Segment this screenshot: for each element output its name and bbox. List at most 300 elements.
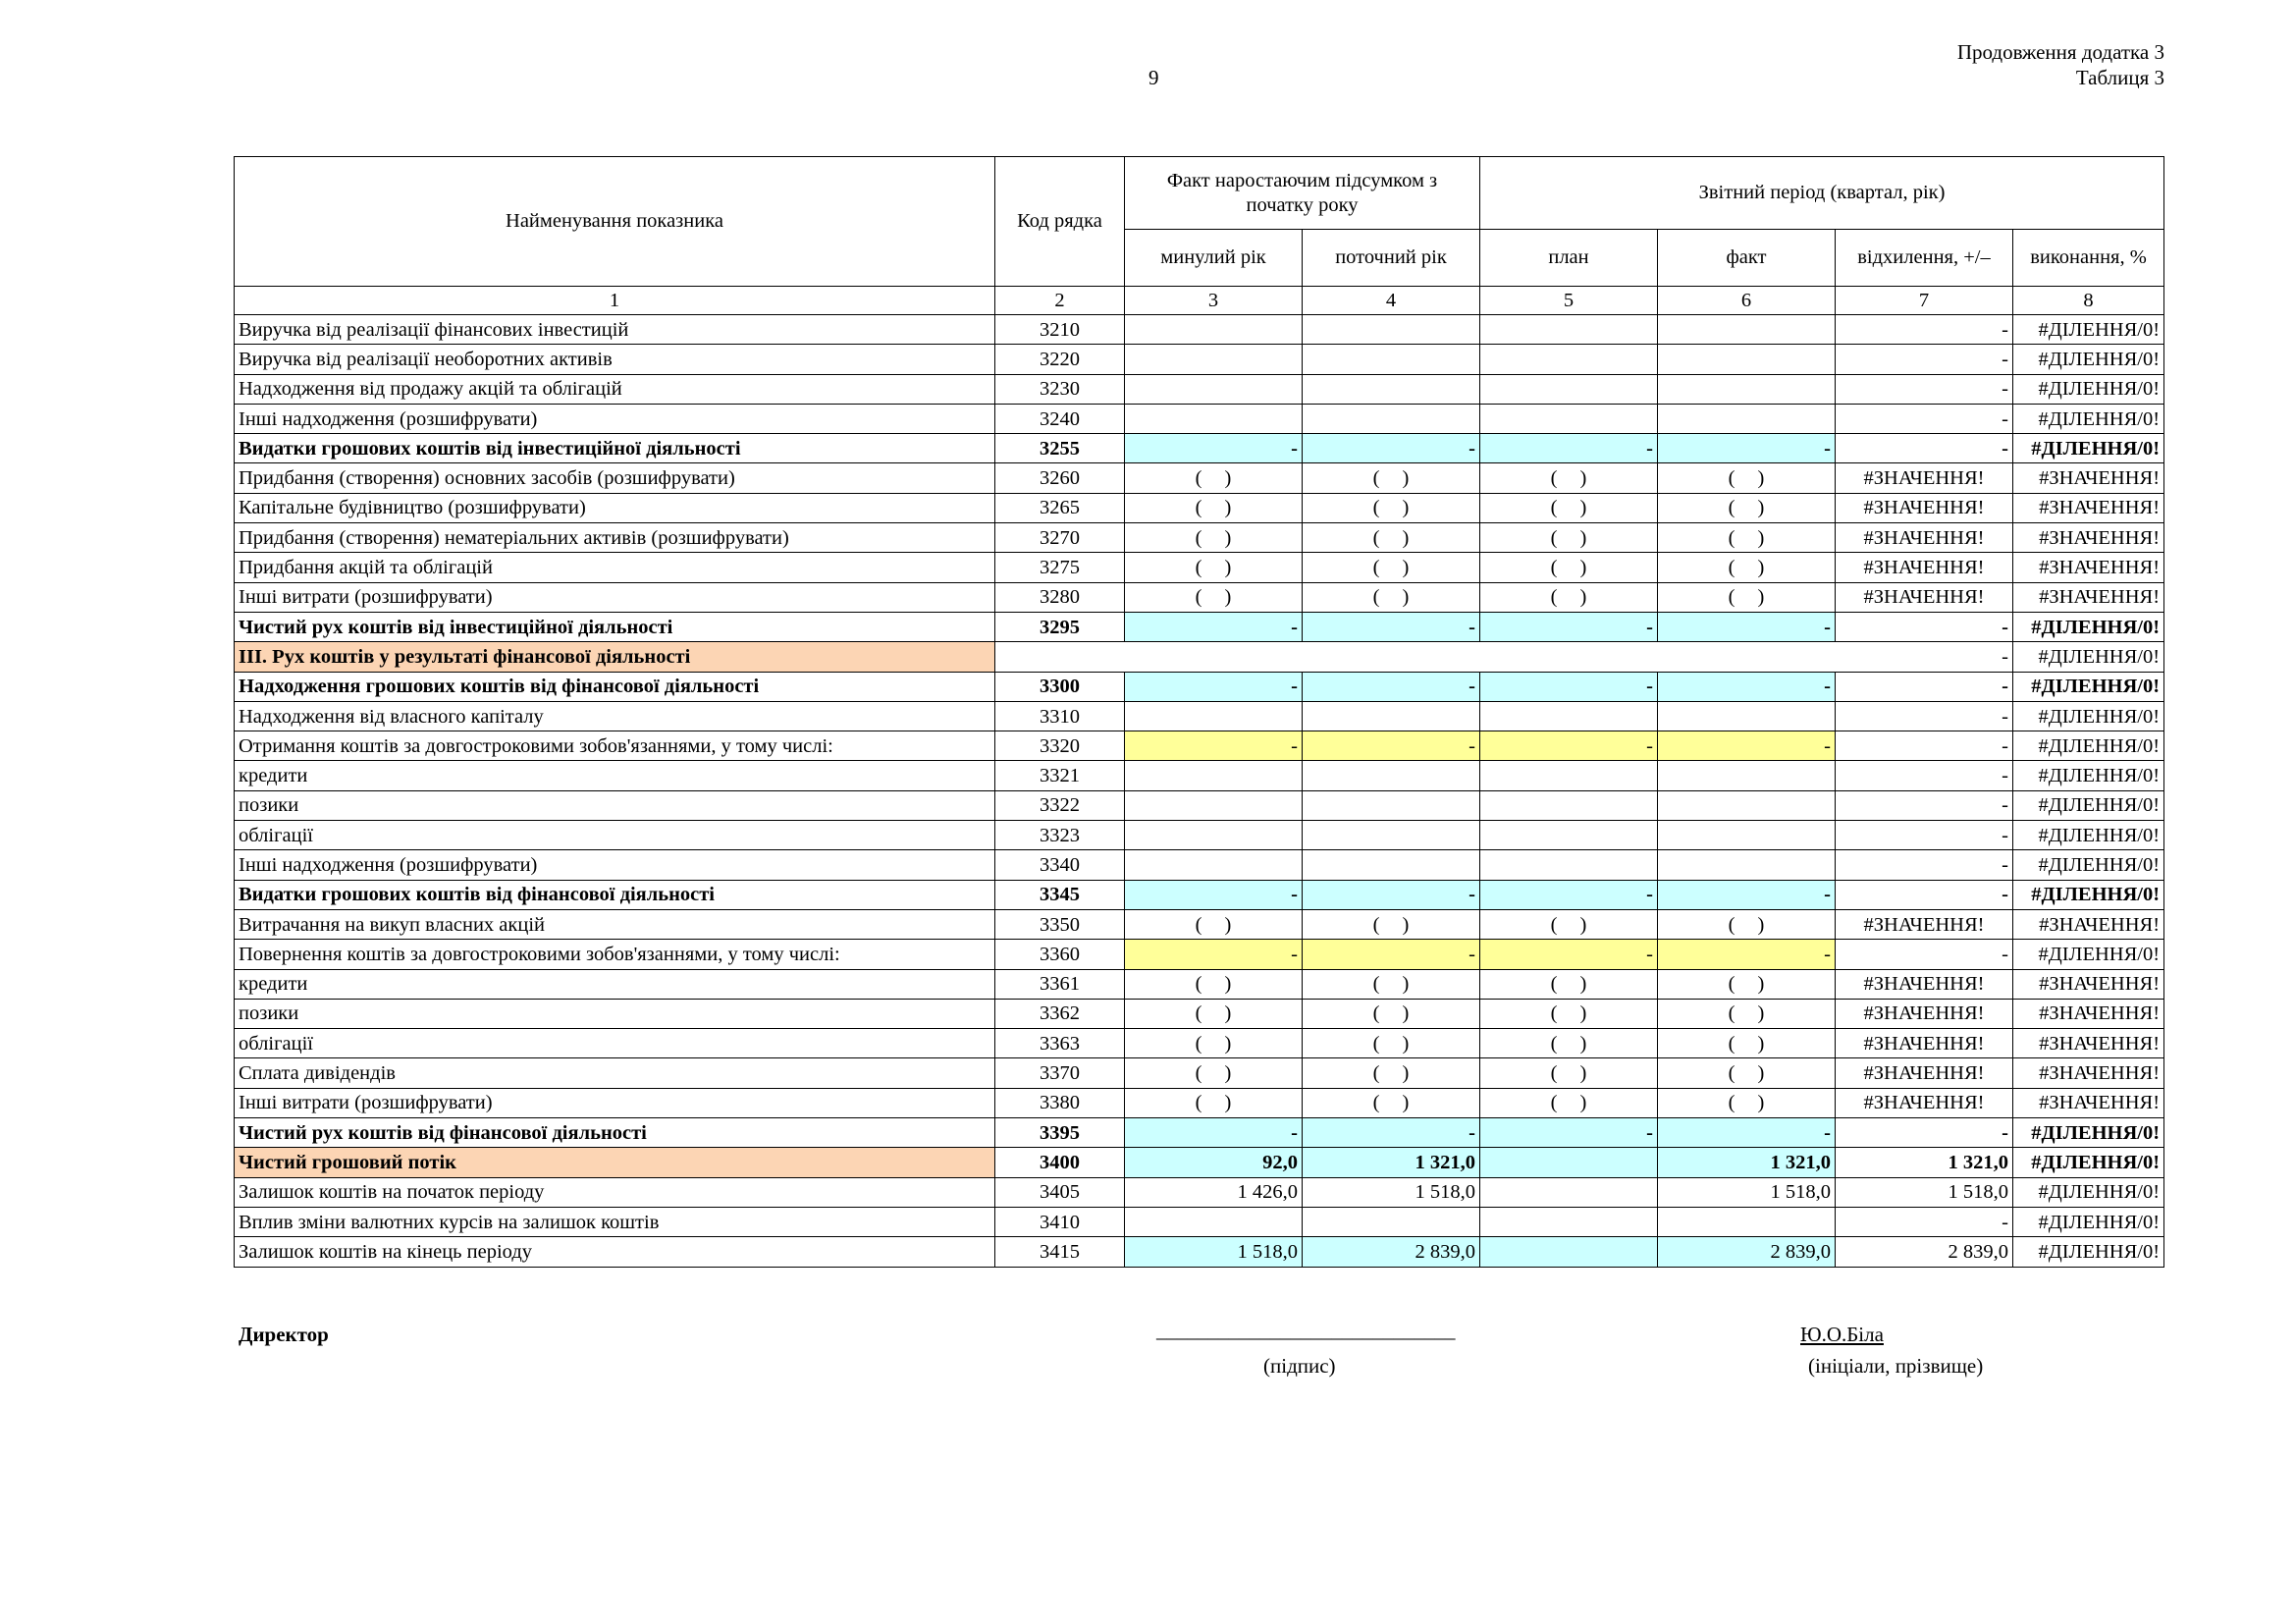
value-cell-c4: ( ) (1303, 969, 1480, 999)
table-row (235, 345, 2164, 374)
signer-name: Ю.О.Біла (1800, 1323, 1884, 1346)
row-name: кредити (235, 761, 995, 790)
deviation-cell: #ЗНАЧЕННЯ! (1836, 969, 2013, 999)
value-cell-c5: ( ) (1480, 1088, 1658, 1117)
execution-cell: #ЗНАЧЕННЯ! (2013, 969, 2164, 999)
value-cell-c5: ( ) (1480, 493, 1658, 522)
value-cell-c5: - (1480, 731, 1658, 761)
value-cell-c5 (1480, 821, 1658, 850)
execution-cell: #ДІЛЕННЯ/0! (2013, 345, 2164, 374)
execution-cell: #ДІЛЕННЯ/0! (2013, 940, 2164, 969)
deviation-cell: - (1836, 672, 2013, 701)
value-cell-c3 (1125, 642, 1303, 672)
table-row (235, 940, 2164, 969)
value-cell-c6: - (1658, 731, 1836, 761)
value-cell-c6: ( ) (1658, 463, 1836, 493)
value-cell-c5: ( ) (1480, 999, 1658, 1028)
value-cell-c3: ( ) (1125, 493, 1303, 522)
value-cell-c4 (1303, 1207, 1480, 1236)
row-name: Залишок коштів на кінець періоду (235, 1237, 995, 1267)
value-cell-c4: ( ) (1303, 493, 1480, 522)
value-cell-c4 (1303, 404, 1480, 433)
value-cell-c3: ( ) (1125, 1058, 1303, 1088)
execution-cell: #ДІЛЕННЯ/0! (2013, 761, 2164, 790)
row-code: 3380 (995, 1088, 1125, 1117)
execution-cell: #ДІЛЕННЯ/0! (2013, 821, 2164, 850)
deviation-cell: - (1836, 315, 2013, 345)
value-cell-c5: ( ) (1480, 523, 1658, 553)
value-cell-c6: ( ) (1658, 1058, 1836, 1088)
row-name: Придбання (створення) нематеріальних активів (розшифрувати) (235, 523, 995, 553)
value-cell-c5 (1480, 1207, 1658, 1236)
value-cell-c6: ( ) (1658, 523, 1836, 553)
column-numbers-row (235, 287, 2164, 315)
row-name: облігації (235, 1029, 995, 1058)
table-row (235, 701, 2164, 731)
row-name: Інші витрати (розшифрувати) (235, 582, 995, 612)
row-code: 3405 (995, 1177, 1125, 1207)
value-cell-c6 (1658, 1207, 1836, 1236)
value-cell-c5: ( ) (1480, 553, 1658, 582)
value-cell-c6: 1 518,0 (1658, 1177, 1836, 1207)
value-cell-c6: ( ) (1658, 493, 1836, 522)
row-name: Чистий рух коштів від інвестиційної діяльності (235, 612, 995, 641)
deviation-cell: - (1836, 880, 2013, 909)
row-code: 3270 (995, 523, 1125, 553)
value-cell-c6: ( ) (1658, 969, 1836, 999)
value-cell-c4: - (1303, 1118, 1480, 1148)
row-name: позики (235, 999, 995, 1028)
col-number: 6 (1658, 287, 1836, 315)
col-number: 2 (995, 287, 1125, 315)
appendix-label: Продовження додатка 3 (1956, 40, 2164, 64)
value-cell-c3: - (1125, 612, 1303, 641)
value-cell-c4 (1303, 821, 1480, 850)
value-cell-c5: ( ) (1480, 909, 1658, 939)
value-cell-c4 (1303, 315, 1480, 345)
value-cell-c3: - (1125, 1118, 1303, 1148)
row-code: 3345 (995, 880, 1125, 909)
value-cell-c3 (1125, 761, 1303, 790)
deviation-cell: 2 839,0 (1836, 1237, 2013, 1267)
deviation-cell: #ЗНАЧЕННЯ! (1836, 999, 2013, 1028)
table-row (235, 969, 2164, 999)
value-cell-c4: - (1303, 434, 1480, 463)
value-cell-c4: 1 518,0 (1303, 1177, 1480, 1207)
value-cell-c5 (1480, 850, 1658, 880)
deviation-cell: #ЗНАЧЕННЯ! (1836, 909, 2013, 939)
value-cell-c4: - (1303, 880, 1480, 909)
deviation-cell: #ЗНАЧЕННЯ! (1836, 1029, 2013, 1058)
row-code: 3295 (995, 612, 1125, 641)
row-code: 3350 (995, 909, 1125, 939)
value-cell-c3: ( ) (1125, 909, 1303, 939)
row-code: 3255 (995, 434, 1125, 463)
row-name: Отримання коштів за довгостроковими зобов'язаннями, у тому числі: (235, 731, 995, 761)
value-cell-c4: - (1303, 672, 1480, 701)
col-number: 3 (1125, 287, 1303, 315)
header-period-group: Звітний період (квартал, рік) (1480, 157, 2164, 230)
value-cell-c6: 1 321,0 (1658, 1148, 1836, 1177)
value-cell-c5: ( ) (1480, 969, 1658, 999)
value-cell-c6: ( ) (1658, 999, 1836, 1028)
value-cell-c5 (1480, 374, 1658, 404)
value-cell-c3 (1125, 821, 1303, 850)
value-cell-c6: ( ) (1658, 1088, 1836, 1117)
table-row (235, 582, 2164, 612)
value-cell-c6: - (1658, 1118, 1836, 1148)
row-name: Видатки грошових коштів від фінансової діяльності (235, 880, 995, 909)
row-name: Надходження грошових коштів від фінансової діяльності (235, 672, 995, 701)
execution-cell: #ДІЛЕННЯ/0! (2013, 672, 2164, 701)
header-curr-year: поточний рік (1303, 230, 1480, 287)
row-name: Сплата дивідендів (235, 1058, 995, 1088)
value-cell-c6 (1658, 850, 1836, 880)
value-cell-c4 (1303, 374, 1480, 404)
value-cell-c6: ( ) (1658, 582, 1836, 612)
deviation-cell: - (1836, 701, 2013, 731)
value-cell-c6 (1658, 790, 1836, 820)
table-row (235, 315, 2164, 345)
row-name: Надходження від власного капіталу (235, 701, 995, 731)
row-code: 3363 (995, 1029, 1125, 1058)
execution-cell: #ДІЛЕННЯ/0! (2013, 612, 2164, 641)
row-code: 3321 (995, 761, 1125, 790)
value-cell-c6 (1658, 345, 1836, 374)
value-cell-c3: - (1125, 880, 1303, 909)
table-row (235, 1207, 2164, 1236)
value-cell-c3 (1125, 315, 1303, 345)
value-cell-c5: - (1480, 880, 1658, 909)
header-fact: факт (1658, 230, 1836, 287)
page-number: 9 (1148, 66, 1159, 89)
row-code: 3240 (995, 404, 1125, 433)
value-cell-c5 (1480, 761, 1658, 790)
col-number: 8 (2013, 287, 2164, 315)
value-cell-c5 (1480, 404, 1658, 433)
table-row (235, 553, 2164, 582)
table-row (235, 612, 2164, 641)
signer-name-caption: (ініціали, прізвище) (1808, 1354, 1984, 1378)
value-cell-c3 (1125, 1207, 1303, 1236)
table-body (235, 315, 2164, 1268)
col-number: 7 (1836, 287, 2013, 315)
table-row (235, 731, 2164, 761)
row-name: Інші надходження (розшифрувати) (235, 850, 995, 880)
table-row (235, 463, 2164, 493)
value-cell-c5: ( ) (1480, 582, 1658, 612)
value-cell-c3 (1125, 345, 1303, 374)
value-cell-c3: 1 518,0 (1125, 1237, 1303, 1267)
row-code: 3210 (995, 315, 1125, 345)
value-cell-c4: ( ) (1303, 523, 1480, 553)
row-name: Виручка від реалізації необоротних активів (235, 345, 995, 374)
execution-cell: #ЗНАЧЕННЯ! (2013, 582, 2164, 612)
table-row (235, 1148, 2164, 1177)
row-name: Вплив зміни валютних курсів на залишок коштів (235, 1207, 995, 1236)
row-name: кредити (235, 969, 995, 999)
execution-cell: #ЗНАЧЕННЯ! (2013, 523, 2164, 553)
row-code: 3280 (995, 582, 1125, 612)
value-cell-c3: ( ) (1125, 582, 1303, 612)
value-cell-c6 (1658, 821, 1836, 850)
value-cell-c6 (1658, 701, 1836, 731)
value-cell-c6 (1658, 315, 1836, 345)
row-code: 3275 (995, 553, 1125, 582)
value-cell-c6: - (1658, 880, 1836, 909)
row-name: Капітальне будівництво (розшифрувати) (235, 493, 995, 522)
value-cell-c3: ( ) (1125, 523, 1303, 553)
col-number: 4 (1303, 287, 1480, 315)
value-cell-c4: ( ) (1303, 1058, 1480, 1088)
deviation-cell: - (1836, 642, 2013, 672)
value-cell-c3: - (1125, 672, 1303, 701)
row-code: 3220 (995, 345, 1125, 374)
row-code: 3300 (995, 672, 1125, 701)
deviation-cell: - (1836, 790, 2013, 820)
value-cell-c5 (1480, 790, 1658, 820)
col-number: 5 (1480, 287, 1658, 315)
value-cell-c4: ( ) (1303, 1088, 1480, 1117)
row-code: 3410 (995, 1207, 1125, 1236)
execution-cell: #ЗНАЧЕННЯ! (2013, 1029, 2164, 1058)
deviation-cell: #ЗНАЧЕННЯ! (1836, 1058, 2013, 1088)
execution-cell: #ЗНАЧЕННЯ! (2013, 493, 2164, 522)
value-cell-c6: ( ) (1658, 553, 1836, 582)
value-cell-c4: ( ) (1303, 463, 1480, 493)
value-cell-c4: - (1303, 940, 1480, 969)
header-prev-year: минулий рік (1125, 230, 1303, 287)
value-cell-c6: ( ) (1658, 1029, 1836, 1058)
row-name: облігації (235, 821, 995, 850)
value-cell-c6 (1658, 404, 1836, 433)
value-cell-c5: ( ) (1480, 1058, 1658, 1088)
deviation-cell: - (1836, 731, 2013, 761)
row-name: Чистий грошовий потік (235, 1148, 995, 1177)
row-code: 3362 (995, 999, 1125, 1028)
deviation-cell: - (1836, 850, 2013, 880)
row-name: Залишок коштів на початок періоду (235, 1177, 995, 1207)
deviation-cell: #ЗНАЧЕННЯ! (1836, 493, 2013, 522)
row-name: Придбання акцій та облігацій (235, 553, 995, 582)
row-code: 3340 (995, 850, 1125, 880)
col-number: 1 (235, 287, 995, 315)
deviation-cell: - (1836, 404, 2013, 433)
execution-cell: #ЗНАЧЕННЯ! (2013, 463, 2164, 493)
execution-cell: #ДІЛЕННЯ/0! (2013, 1177, 2164, 1207)
value-cell-c6 (1658, 374, 1836, 404)
table-row (235, 1058, 2164, 1088)
row-code: 3322 (995, 790, 1125, 820)
table-row (235, 790, 2164, 820)
row-code: 3323 (995, 821, 1125, 850)
value-cell-c4 (1303, 642, 1480, 672)
deviation-cell: #ЗНАЧЕННЯ! (1836, 463, 2013, 493)
table-row (235, 523, 2164, 553)
table-row (235, 1088, 2164, 1117)
value-cell-c4 (1303, 345, 1480, 374)
value-cell-c6: ( ) (1658, 909, 1836, 939)
value-cell-c3: - (1125, 731, 1303, 761)
value-cell-c4: - (1303, 731, 1480, 761)
value-cell-c6: - (1658, 434, 1836, 463)
execution-cell: #ДІЛЕННЯ/0! (2013, 404, 2164, 433)
value-cell-c3 (1125, 701, 1303, 731)
deviation-cell: - (1836, 940, 2013, 969)
table-row (235, 493, 2164, 522)
execution-cell: #ДІЛЕННЯ/0! (2013, 1237, 2164, 1267)
value-cell-c4: ( ) (1303, 582, 1480, 612)
deviation-cell: - (1836, 374, 2013, 404)
row-code: 3265 (995, 493, 1125, 522)
deviation-cell: - (1836, 1207, 2013, 1236)
value-cell-c5 (1480, 701, 1658, 731)
row-code: 3360 (995, 940, 1125, 969)
row-name: Чистий рух коштів від фінансової діяльності (235, 1118, 995, 1148)
value-cell-c3: - (1125, 434, 1303, 463)
table-row (235, 374, 2164, 404)
row-name: позики (235, 790, 995, 820)
execution-cell: #ДІЛЕННЯ/0! (2013, 850, 2164, 880)
header-deviation: відхилення, +/– (1836, 230, 2013, 287)
table-row (235, 909, 2164, 939)
table-label: Таблиця 3 (2075, 66, 2164, 89)
value-cell-c5: ( ) (1480, 1029, 1658, 1058)
execution-cell: #ЗНАЧЕННЯ! (2013, 909, 2164, 939)
value-cell-c3: ( ) (1125, 969, 1303, 999)
execution-cell: #ЗНАЧЕННЯ! (2013, 553, 2164, 582)
value-cell-c6: - (1658, 672, 1836, 701)
header-row-code: Код рядка (995, 157, 1125, 287)
row-name: Придбання (створення) основних засобів (розшифрувати) (235, 463, 995, 493)
value-cell-c6: - (1658, 612, 1836, 641)
table-row (235, 761, 2164, 790)
value-cell-c6 (1658, 761, 1836, 790)
value-cell-c3: ( ) (1125, 463, 1303, 493)
deviation-cell: - (1836, 1118, 2013, 1148)
deviation-cell: - (1836, 612, 2013, 641)
value-cell-c5 (1480, 1148, 1658, 1177)
header-fact-group: Факт наростаючим підсумком з початку року (1125, 157, 1480, 230)
deviation-cell: - (1836, 821, 2013, 850)
value-cell-c5 (1480, 345, 1658, 374)
execution-cell: #ДІЛЕННЯ/0! (2013, 790, 2164, 820)
value-cell-c4: ( ) (1303, 909, 1480, 939)
value-cell-c3 (1125, 404, 1303, 433)
value-cell-c4: 2 839,0 (1303, 1237, 1480, 1267)
table-row (235, 850, 2164, 880)
value-cell-c3 (1125, 374, 1303, 404)
row-code: 3230 (995, 374, 1125, 404)
deviation-cell: 1 321,0 (1836, 1148, 2013, 1177)
row-name: Виручка від реалізації фінансових інвестицій (235, 315, 995, 345)
execution-cell: #ДІЛЕННЯ/0! (2013, 315, 2164, 345)
value-cell-c5: - (1480, 672, 1658, 701)
row-name: ІІІ. Рух коштів у результаті фінансової діяльності (235, 642, 995, 672)
value-cell-c4: ( ) (1303, 1029, 1480, 1058)
value-cell-c4: 1 321,0 (1303, 1148, 1480, 1177)
row-code: 3320 (995, 731, 1125, 761)
execution-cell: #ДІЛЕННЯ/0! (2013, 642, 2164, 672)
value-cell-c3: - (1125, 940, 1303, 969)
row-code: 3415 (995, 1237, 1125, 1267)
value-cell-c5 (1480, 642, 1658, 672)
row-name: Видатки грошових коштів від інвестиційної діяльності (235, 434, 995, 463)
value-cell-c4 (1303, 850, 1480, 880)
execution-cell: #ДІЛЕННЯ/0! (2013, 1207, 2164, 1236)
value-cell-c3: ( ) (1125, 999, 1303, 1028)
table-row (235, 1237, 2164, 1267)
table-row (235, 1177, 2164, 1207)
row-name: Інші витрати (розшифрувати) (235, 1088, 995, 1117)
appendix-header (1957, 39, 2164, 90)
execution-cell: #ДІЛЕННЯ/0! (2013, 434, 2164, 463)
value-cell-c4: ( ) (1303, 999, 1480, 1028)
value-cell-c6 (1658, 642, 1836, 672)
value-cell-c4 (1303, 790, 1480, 820)
value-cell-c3: 92,0 (1125, 1148, 1303, 1177)
row-name: Надходження від продажу акцій та облігацій (235, 374, 995, 404)
value-cell-c3 (1125, 790, 1303, 820)
table-row (235, 821, 2164, 850)
row-code: 3361 (995, 969, 1125, 999)
header-plan: план (1480, 230, 1658, 287)
table-row (235, 672, 2164, 701)
value-cell-c3: 1 426,0 (1125, 1177, 1303, 1207)
deviation-cell: 1 518,0 (1836, 1177, 2013, 1207)
deviation-cell: - (1836, 434, 2013, 463)
deviation-cell: #ЗНАЧЕННЯ! (1836, 553, 2013, 582)
value-cell-c5: - (1480, 434, 1658, 463)
deviation-cell: - (1836, 345, 2013, 374)
value-cell-c3: ( ) (1125, 1088, 1303, 1117)
row-code: 3260 (995, 463, 1125, 493)
value-cell-c5: - (1480, 612, 1658, 641)
signature-caption: (підпис) (1263, 1354, 1336, 1378)
value-cell-c3 (1125, 850, 1303, 880)
value-cell-c3: ( ) (1125, 1029, 1303, 1058)
value-cell-c4: - (1303, 612, 1480, 641)
value-cell-c4: ( ) (1303, 553, 1480, 582)
table-row (235, 999, 2164, 1028)
execution-cell: #ЗНАЧЕННЯ! (2013, 1088, 2164, 1117)
value-cell-c5 (1480, 1177, 1658, 1207)
table-row (235, 404, 2164, 433)
value-cell-c5 (1480, 1237, 1658, 1267)
table-row (235, 642, 2164, 672)
table-row (235, 880, 2164, 909)
table-row (235, 1029, 2164, 1058)
header-execution: виконання, % (2013, 230, 2164, 287)
deviation-cell: #ЗНАЧЕННЯ! (1836, 1088, 2013, 1117)
value-cell-c4 (1303, 761, 1480, 790)
execution-cell: #ДІЛЕННЯ/0! (2013, 1118, 2164, 1148)
execution-cell: #ЗНАЧЕННЯ! (2013, 1058, 2164, 1088)
value-cell-c5: - (1480, 1118, 1658, 1148)
value-cell-c5: ( ) (1480, 463, 1658, 493)
deviation-cell: #ЗНАЧЕННЯ! (1836, 523, 2013, 553)
signature-line: _____________________________ (1156, 1319, 1456, 1342)
table-row (235, 1118, 2164, 1148)
execution-cell: #ДІЛЕННЯ/0! (2013, 374, 2164, 404)
row-name: Інші надходження (розшифрувати) (235, 404, 995, 433)
row-code: 3370 (995, 1058, 1125, 1088)
table-row (235, 434, 2164, 463)
row-code: 3400 (995, 1148, 1125, 1177)
row-code: 3395 (995, 1118, 1125, 1148)
deviation-cell: - (1836, 761, 2013, 790)
execution-cell: #ЗНАЧЕННЯ! (2013, 999, 2164, 1028)
